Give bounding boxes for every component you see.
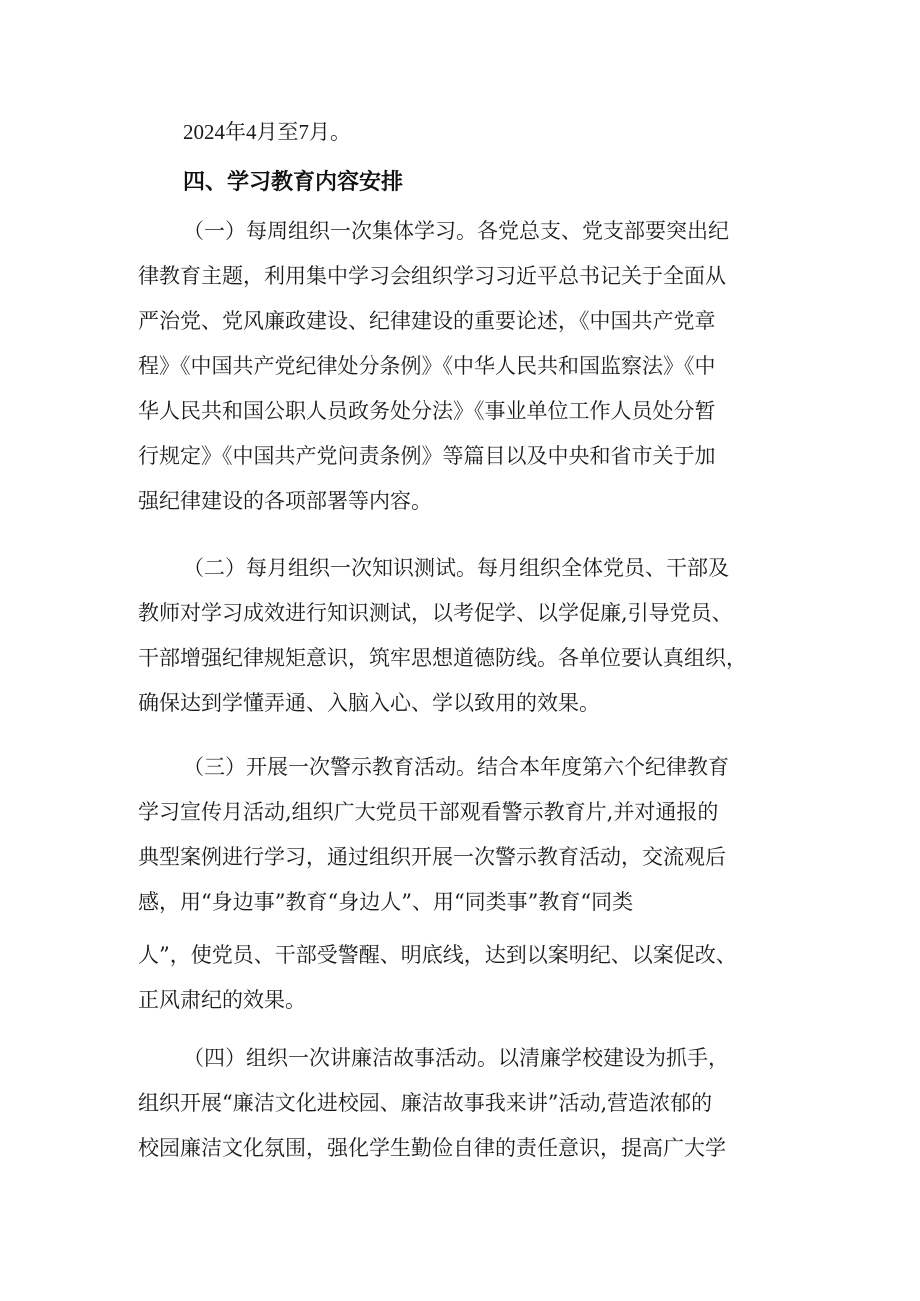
paragraph-3-line: 人”，使党员、干部受警醒、明底线，达到以案明纪、以案促改、 [138, 943, 737, 967]
paragraph-1-line: 律教育主题，利用集中学习会组织学习习近平总书记关于全面从 [138, 264, 726, 288]
paragraph-3-line: 正风肃纪的效果。 [138, 988, 306, 1012]
paragraph-2-line: 确保达到学懂弄通、入脑入心、学以致用的效果。 [138, 691, 600, 715]
paragraph-3-line: 典型案例进行学习，通过组织开展一次警示教育活动，交流观后 [138, 845, 726, 869]
paragraph-2-line: 干部增强纪律规矩意识，筑牢思想道德防线。各单位要认真组织， [138, 646, 747, 670]
paragraph-1-line: 行规定》《中国共产党问责条例》等篇目以及中央和省市关于加 [138, 444, 716, 468]
paragraph-1-line: 严治党、党风廉政建设、纪律建设的重要论述，《中国共产党章 [138, 309, 716, 333]
paragraph-4-line: 校园廉洁文化氛围，强化学生勤俭自律的责任意识，提高广大学 [138, 1136, 726, 1160]
paragraph-2-line: 教师对学习成效进行知识测试，以考促学、以学促廉,引导党员、 [138, 601, 733, 625]
paragraph-1-line: 强纪律建设的各项部署等内容。 [138, 489, 432, 513]
section-heading: 四、学习教育内容安排 [183, 170, 404, 195]
paragraph-3-line: 感，用“身边事”教育“身边人”、用“同类事”教育“同类 [138, 890, 634, 914]
paragraph-1-line: 华人民共和国公职人员政务处分法》《事业单位工作人员处分暂 [138, 399, 716, 423]
paragraph-3-line: （三）开展一次警示教育活动。结合本年度第六个纪律教育 [183, 755, 729, 779]
paragraph-1-line: （一）每周组织一次集体学习。各党总支、党支部要突出纪 [183, 219, 729, 243]
paragraph-1-line: 程》《中国共产党纪律处分条例》《中华人民共和国监察法》《中 [138, 354, 716, 378]
paragraph-4-line: 组织开展“廉洁文化进校园、廉洁故事我来讲”活动,营造浓郁的 [138, 1091, 713, 1115]
date-line: 2024年4月至7月。 [183, 120, 351, 144]
paragraph-2-line: （二）每月组织一次知识测试。每月组织全体党员、干部及 [183, 556, 729, 580]
paragraph-3-line: 学习宣传月活动,组织广大党员干部观看警示教育片,并对通报的 [138, 800, 719, 824]
paragraph-4-line: （四）组织一次讲廉洁故事活动。以清廉学校建设为抓手， [183, 1046, 729, 1070]
